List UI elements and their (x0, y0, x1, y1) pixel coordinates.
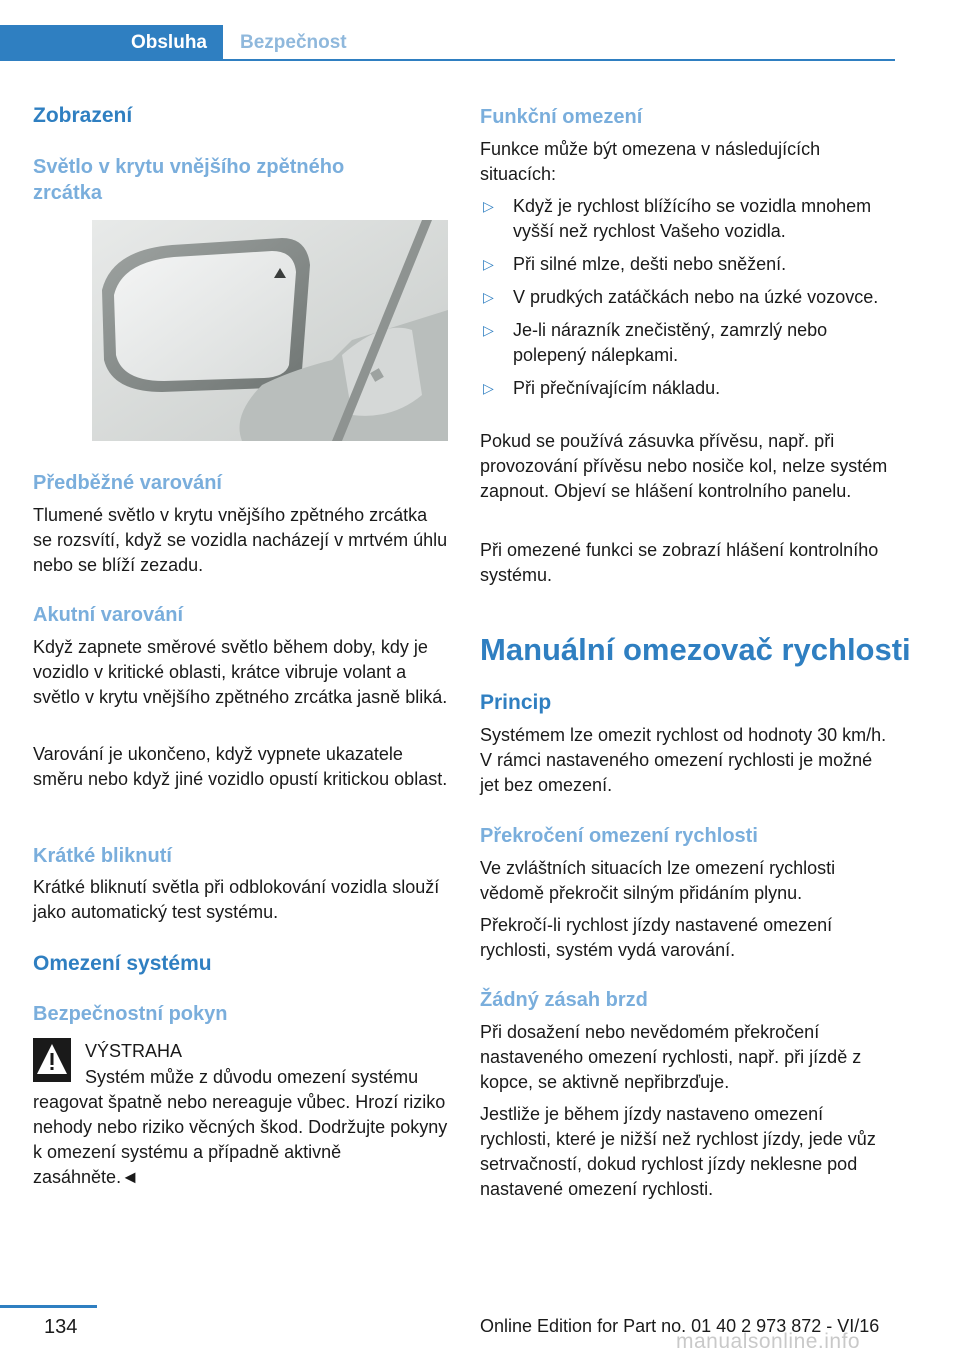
heading-princip: Princip (480, 691, 552, 714)
watermark: manualsonline.info (676, 1330, 861, 1353)
side-mirror-image (92, 220, 448, 441)
text-omezene: Při omezené funkci se zobrazí hlášení kontrolního systému. (480, 540, 879, 585)
heading-kratke: Krátké bliknutí (33, 845, 172, 867)
list-item: ▷ V prudkých zatáčkách nebo na úzké vozovce. (480, 285, 895, 310)
heading-bezpecnostni: Bezpečnostní pokyn (33, 1003, 228, 1025)
text-zasuvka: Pokud se používá zásuvka přívěsu, např. při provozování přívěsu nebo nosiče kol, nelze systém zapnout. Objeví se hlášení kontrolního panelu. (480, 431, 888, 501)
warning-title: VÝSTRAHA (85, 1041, 183, 1061)
text-kratke: Krátké bliknutí světla při odblokování vozidla slouží jako automatický test systému. (33, 877, 440, 922)
edition-text: Online Edition for Part no. 01 40 2 973 872 - VI/16 (480, 1316, 880, 1336)
bullet-triangle-icon: ▷ (483, 322, 494, 338)
text-zasah-2: Jestliže je během jízdy nastaveno omezení rychlosti, které je nižší než rychlost jízdy, jede vůz setrvačností, dokud rychlost jízdy neklesne pod nastavené omezení rychlosti. (480, 1104, 876, 1199)
heading-svetlo: Světlo v krytu vnějšího zpětného zrcátka (33, 156, 345, 204)
bullet-triangle-icon: ▷ (483, 256, 494, 272)
text-akutni-2: Varování je ukončeno, když vypnete ukazatele směru nebo když jiné vozidlo opustí kritickou oblast. (33, 744, 448, 789)
heading-predbezne: Předběžné varování (33, 472, 222, 494)
heading-zobrazeni: Zobrazení (33, 104, 133, 127)
mirror-illustration (92, 220, 448, 441)
text-predbezne: Tlumené světlo v krytu vnějšího zpětného zrcátka se rozsvítí, když se vozidla nacházejí v mrtvém úhlu nebo se blíží zezadu. (33, 505, 448, 575)
bullet-triangle-icon: ▷ (483, 289, 494, 305)
text-prekroceni-2: Překročí-li rychlost jízdy nastavené omezení rychlosti, systém vydá varování. (480, 915, 833, 960)
heading-omezeni: Omezení systému (33, 952, 212, 975)
list-item: ▷ Když je rychlost blížícího se vozidla mnohem vyšší než rychlost Vašeho vozidla. (483, 196, 872, 241)
text-funkcni: Funkce může být omezena v následujících situacích: (480, 139, 821, 184)
text-princip: Systémem lze omezit rychlost od hodnoty 30 km/h. V rámci nastaveného omezení rychlosti je možné jet bez omezení. (480, 725, 887, 795)
tab-bezpecnost[interactable]: Bezpečnost (240, 32, 347, 53)
heading-manualni: Manuální omezovač rychlosti (480, 632, 911, 667)
warning-triangle-icon (33, 1038, 71, 1082)
footer-rule (0, 1305, 97, 1308)
heading-funkcni: Funkční omezení (480, 106, 643, 128)
list-item: ▷ Při přečnívajícím nákladu. (480, 376, 895, 401)
bullet-list-situations (480, 194, 895, 401)
tab-obsluha[interactable]: Obsluha (0, 25, 223, 61)
chapter-tabs (0, 25, 895, 61)
bullet-triangle-icon: ▷ (483, 380, 494, 396)
header-rule (0, 59, 895, 61)
list-item: ▷ Je-li nárazník znečistěný, zamrzlý nebo polepený nálepkami. (483, 320, 828, 365)
heading-akutni: Akutní varování (33, 604, 184, 626)
list-item: ▷ Při silné mlze, dešti nebo sněžení. (480, 252, 895, 277)
heading-zasah: Žádný zásah brzd (480, 989, 648, 1011)
bullet-triangle-icon: ▷ (483, 198, 494, 214)
page-number: 134 (44, 1316, 78, 1338)
warning-text: Systém může z důvodu omezení systému reagovat špatně nebo nereaguje vůbec. Hrozí riziko nehody nebo riziko věcných škod. Dodržujte pokyny k omezení systému a případně aktivně zasáhněte.◄ (33, 1067, 448, 1187)
heading-prekroceni: Překročení omezení rychlosti (480, 825, 758, 847)
text-prekroceni-1: Ve zvláštních situacích lze omezení rychlosti vědomě překročit silným přidáním plynu. (480, 858, 836, 903)
text-zasah-1: Při dosažení nebo nevědomém překročení nastaveného omezení rychlosti, např. při jízdě z kopce, se aktivně nepřibrzďuje. (480, 1022, 862, 1092)
text-akutni-1: Když zapnete směrové světlo během doby, kdy je vozidlo v kritické oblasti, krátce vibruje volant a světlo v krytu vnějšího zpětného zrcátka jasně bliká. (33, 637, 448, 707)
